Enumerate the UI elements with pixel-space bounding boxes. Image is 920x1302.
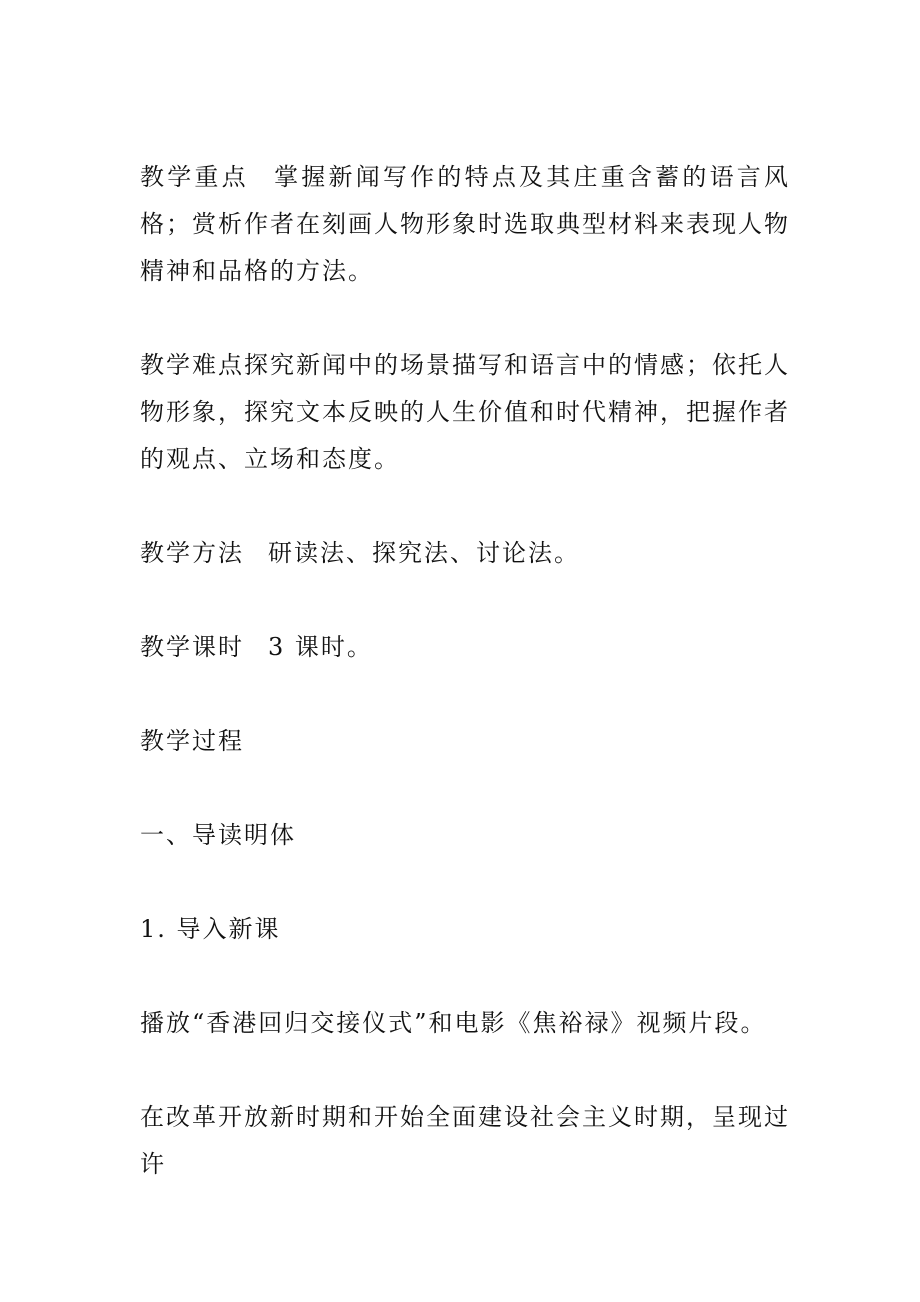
methods-text: 研读法、探究法、讨论法。 xyxy=(268,539,580,567)
document-body xyxy=(140,154,790,1188)
subsection-heading: 1. 导入新课 xyxy=(140,915,281,943)
process-heading: 教学过程 xyxy=(140,727,244,755)
section-heading: 一、导读明体 xyxy=(140,821,296,849)
video-paragraph: 播放“香港回归交接仪式”和电影《焦裕禄》视频片段。 xyxy=(140,1009,767,1037)
methods-paragraph xyxy=(140,530,790,577)
methods-label: 教学方法 xyxy=(140,539,244,567)
closing-paragraph: 在改革开放新时期和开始全面建设社会主义时期，呈现过许 xyxy=(140,1103,790,1178)
hours-label: 教学课时 xyxy=(140,633,244,661)
key-points-text: 掌握新闻写作的特点及其庄重含蓄的语言风格；赏析作者在刻画人物形象时选取典型材料来表现人物精神和品格的方法。 xyxy=(140,163,791,285)
key-points-label: 教学重点 xyxy=(140,163,249,191)
key-points-paragraph xyxy=(140,154,790,295)
hours-paragraph xyxy=(140,624,790,671)
hours-text: 3 课时。 xyxy=(268,633,373,661)
difficulties-paragraph: 教学难点探究新闻中的场景描写和语言中的情感；依托人物形象，探究文本反映的人生价值和时代精神，把握作者的观点、立场和态度。 xyxy=(140,351,790,473)
